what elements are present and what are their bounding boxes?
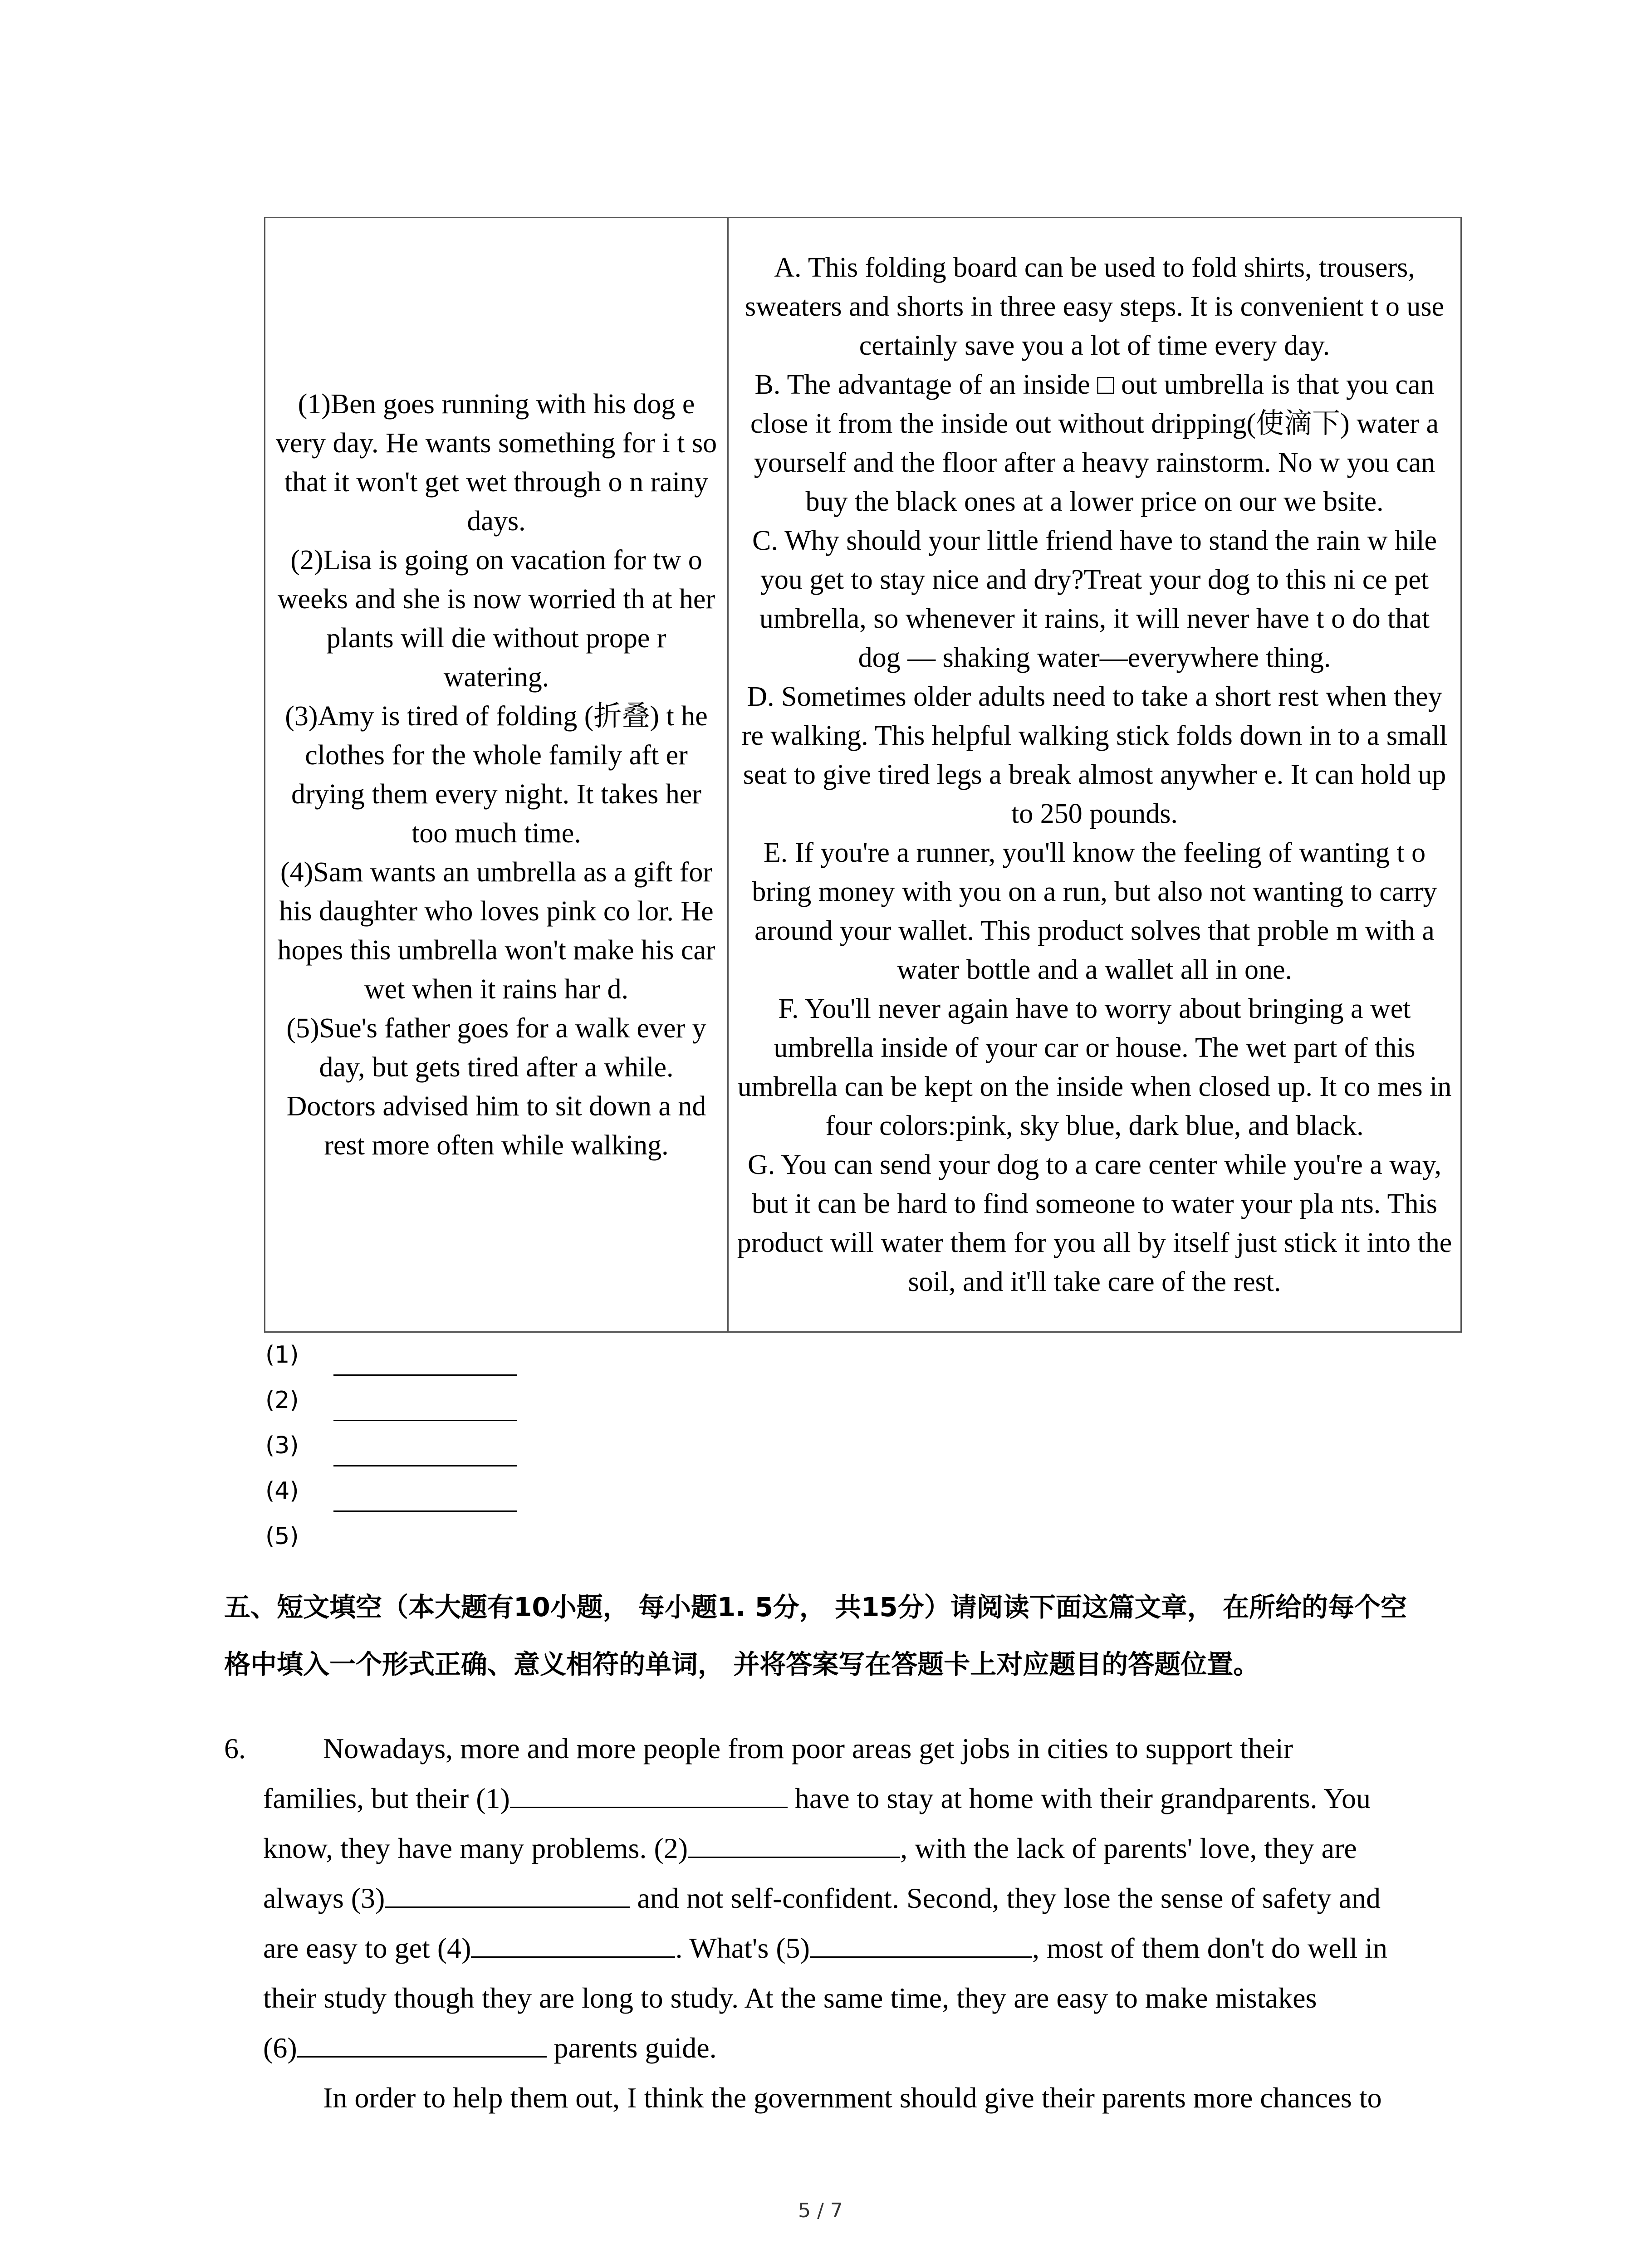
matching-table: [264, 217, 1462, 1333]
answer-blank[interactable]: [333, 1420, 517, 1421]
page-number: 5 / 7: [798, 2199, 843, 2222]
person-1: (1)Ben goes running with his dog e very day. He wants something for i t so that it won't get wet through o n rainy days.: [275, 389, 717, 537]
passage-text: always (3): [263, 1882, 385, 1914]
blank-6[interactable]: [297, 2034, 547, 2058]
products-column: [728, 218, 1461, 1332]
passage-text: parents guide.: [546, 2032, 717, 2064]
passage-line: [224, 1873, 1449, 1923]
passage-text: are easy to get (4): [263, 1932, 471, 1964]
product-e: E. If you're a runner, you'll know the feeling of wanting t o bring money with you on a run, but also not wanting to carry around your wallet. This product solves that proble m with a water bottle and a wallet all in one.: [752, 837, 1437, 985]
passage-text: , most of them don't do well in: [1032, 1932, 1387, 1964]
answer-label: (3): [265, 1432, 299, 1459]
person-5: (5)Sue's father goes for a walk ever y day, but gets tired after a while. Doctors advised him to sit down a nd rest more often while walking.: [286, 1013, 706, 1161]
product-d: D. Sometimes older adults need to take a short rest when they re walking. This helpful walking stick folds down in to a small seat to give tired legs a break almost anywher e. It can hold up to 250 pounds.: [741, 681, 1448, 829]
blank-5[interactable]: [810, 1935, 1032, 1958]
passage-text: Nowadays, more and more people from poor areas get jobs in cities to support their: [323, 1732, 1293, 1765]
product-f: F. You'll never again have to worry about bringing a wet umbrella inside of your car or house. The wet part of this umbrella can be kept on the inside when closed up. It co mes in four colors:pink, sky blue, dark blue, and black.: [737, 993, 1452, 1141]
passage-line: [224, 1724, 1449, 1774]
passage-line: [224, 1774, 1449, 1823]
passage-text: . What's (5): [675, 1932, 810, 1964]
passage-text: have to stay at home with their grandparents. You: [787, 1782, 1371, 1814]
passage-text: families, but their (1): [263, 1782, 510, 1814]
passage-line: [224, 2023, 1449, 2073]
person-4: (4)Sam wants an umbrella as a gift for his daughter who loves pink co lor. He hopes this umbrella won't make his car wet when it rains har d.: [277, 857, 715, 1005]
passage-text: (6): [263, 2032, 297, 2064]
blank-4[interactable]: [471, 1935, 675, 1958]
people-column: [265, 218, 728, 1332]
answer-label: (1): [265, 1341, 299, 1369]
person-2: (2)Lisa is going on vacation for tw o weeks and she is now worried th at her plants will die without prope r watering.: [277, 545, 715, 693]
answer-blank[interactable]: [333, 1374, 517, 1376]
passage: [224, 1724, 1449, 2123]
passage-text: know, they have many problems. (2): [263, 1832, 688, 1864]
product-b: B. The advantage of an inside □ out umbrella is that you can close it from the inside out without dripping(使滴下) water a yourself and the floor after a heavy rainstorm. No w you can buy the black ones at a lower price on our we bsite.: [750, 369, 1439, 517]
answer-label: (2): [265, 1387, 299, 1414]
blank-2[interactable]: [688, 1835, 900, 1858]
passage-line: [224, 1973, 1449, 2023]
passage-line: [224, 2073, 1449, 2123]
answer-label: (5): [265, 1523, 299, 1550]
answer-blank[interactable]: [333, 1510, 517, 1512]
person-3: (3)Amy is tired of folding (折叠) t he clothes for the whole family aft er drying them every night. It takes her too much time.: [285, 701, 708, 849]
blank-1[interactable]: [510, 1785, 788, 1808]
passage-text: their study though they are long to study. At the same time, they are easy to make mistakes: [263, 1982, 1317, 2014]
product-a: A. This folding board can be used to fold shirts, trousers, sweaters and shorts in three easy steps. It is convenient t o use certainly save you a lot of time every day.: [745, 252, 1444, 361]
product-g: G. You can send your dog to a care center while you're a way, but it can be hard to find someone to water your pla nts. This product will water them for you all by itself just stick it into the soil, and it'll take care of the rest.: [737, 1149, 1452, 1297]
question-number: 6.: [224, 1732, 246, 1765]
section-heading: 五、短文填空（本大题有10小题， 每小题1. 5分， 共15分）请阅读下面这篇文章， 在所给的每个空格中填入一个形式正确、意义相符的单词， 并将答案写在答题卡上对应题目的答题位置。: [224, 1592, 1407, 1680]
answer-blank[interactable]: [333, 1465, 517, 1466]
blank-3[interactable]: [385, 1885, 630, 1908]
passage-text: In order to help them out, I think the government should give their parents more chances to: [323, 2082, 1382, 2114]
passage-text: and not self-confident. Second, they lose the sense of safety and: [630, 1882, 1381, 1914]
passage-line: [224, 1923, 1449, 1973]
passage-line: [224, 1823, 1449, 1873]
product-c: C. Why should your little friend have to stand the rain w hile you get to stay nice and dry?Treat your dog to this ni ce pet umbrella, so whenever it rains, it will never have t o do that dog — shaking water—everywhere thing.: [752, 525, 1437, 673]
passage-text: , with the lack of parents' love, they are: [900, 1832, 1357, 1864]
answer-label: (4): [265, 1477, 299, 1505]
